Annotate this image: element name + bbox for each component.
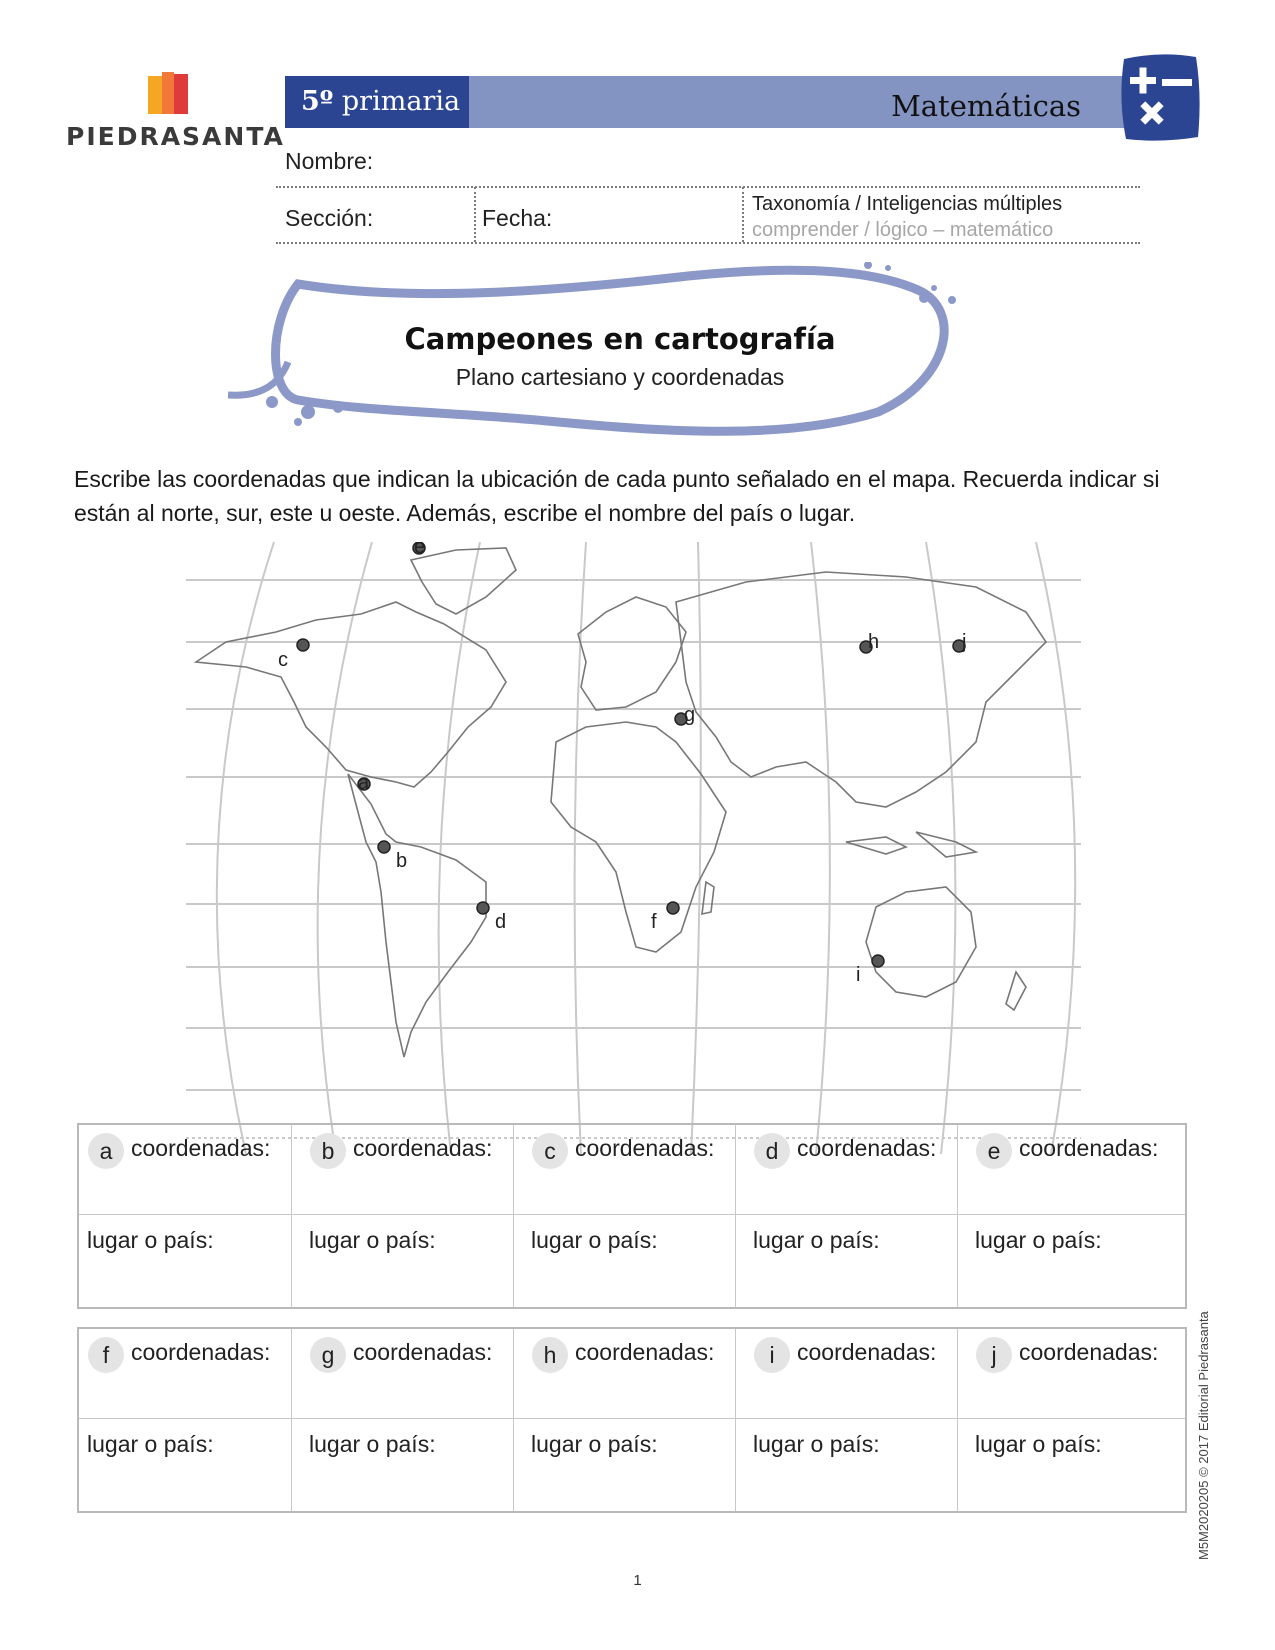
taxonomy-label: Taxonomía / Inteligencias múltiples [752,193,1063,215]
answer-grid-1 [77,1123,1187,1309]
answer-cell-g [301,1329,523,1515]
math-operations-icon [1116,53,1202,143]
activity-subtitle: Plano cartesiano y coordenadas [455,364,785,390]
map-point-b [378,841,390,853]
divider [276,242,1140,244]
point-badge: f [88,1337,124,1373]
place-label: lugar o país: [87,1431,214,1457]
point-badge: h [532,1337,568,1373]
brand-name: PIEDRASANTA [66,122,285,151]
coordinates-label: coordenadas: [131,1339,271,1365]
map-point-label-d: d [495,911,507,933]
answer-cell-j [967,1329,1189,1515]
instructions: Escribe las coordenadas que indican la ubicación de cada punto señalado en el mapa. Recuerda indicar si están al norte, sur, este u oeste. Además, escribe el nombre del país o lugar. [74,466,1160,526]
place-label: lugar o país: [975,1431,1102,1457]
answer-cell-f [79,1329,301,1515]
activity-title: Campeones en cartografía [404,322,836,356]
map-point-label-j: j [962,631,967,653]
coordinates-label: coordenadas: [797,1339,937,1365]
grade-label [285,76,469,128]
page-number: 1 [633,1572,642,1589]
coordinates-label: coordenadas: [353,1135,493,1161]
taxonomy-value: comprender / lógico – matemático [752,219,1054,241]
point-badge: c [532,1133,568,1169]
map-grid [186,542,1081,1154]
copyright-note: M5M2020205 © 2017 Editorial Piedrasanta [1196,1311,1211,1560]
point-badge: d [754,1133,790,1169]
map-point-label-g: g [684,704,696,726]
answer-cell-b [301,1125,523,1311]
map-point-label-a: a [358,772,370,794]
point-badge: a [88,1133,124,1169]
grade-word: primaria [341,86,461,117]
map-point-label-c: c [278,649,288,671]
point-badge: i [754,1337,790,1373]
place-label: lugar o país: [531,1227,658,1253]
answer-cell-d [745,1125,967,1311]
map-point-c [297,639,309,651]
divider [276,186,1140,188]
subject-band [469,76,1129,128]
coordinates-label: coordenadas: [1019,1339,1159,1365]
place-label: lugar o país: [753,1227,880,1253]
map-points [278,542,966,986]
map-point-label-i: i [856,964,861,986]
publisher-logo [66,68,285,168]
divider [474,187,476,242]
place-label: lugar o país: [531,1431,658,1457]
point-badge: b [310,1133,346,1169]
coordinates-label: coordenadas: [1019,1135,1159,1161]
answer-cell-a [79,1125,301,1311]
map-point-label-e: e [414,542,426,558]
map-point-d [477,902,489,914]
answer-grid-2 [77,1327,1187,1513]
map-point-f [667,902,679,914]
place-label: lugar o país: [975,1227,1102,1253]
coordinates-label: coordenadas: [575,1339,715,1365]
point-badge: e [976,1133,1012,1169]
coordinates-label: coordenadas: [575,1135,715,1161]
answer-cell-h [523,1329,745,1515]
map-point-label-f: f [651,911,657,933]
divider [742,187,744,242]
map-point-label-b: b [396,850,408,872]
answer-cell-e [967,1125,1189,1311]
map-point-label-h: h [868,631,880,653]
name-label: Nombre: [285,148,374,174]
subject-title: Matemáticas [891,89,1081,123]
point-badge: j [976,1337,1012,1373]
point-badge: g [310,1337,346,1373]
book-icon [144,70,192,118]
grade-number: 5º [301,86,334,117]
coordinates-label: coordenadas: [797,1135,937,1161]
place-label: lugar o país: [87,1227,214,1253]
place-label: lugar o país: [753,1431,880,1457]
coordinates-label: coordenadas: [353,1339,493,1365]
answer-cell-c [523,1125,745,1311]
answer-cell-i [745,1329,967,1515]
section-label: Sección: [285,205,374,231]
world-map [186,542,1081,1154]
place-label: lugar o país: [309,1227,436,1253]
map-point-i [872,955,884,967]
date-label: Fecha: [482,205,553,231]
coordinates-label: coordenadas: [131,1135,271,1161]
place-label: lugar o país: [309,1431,436,1457]
